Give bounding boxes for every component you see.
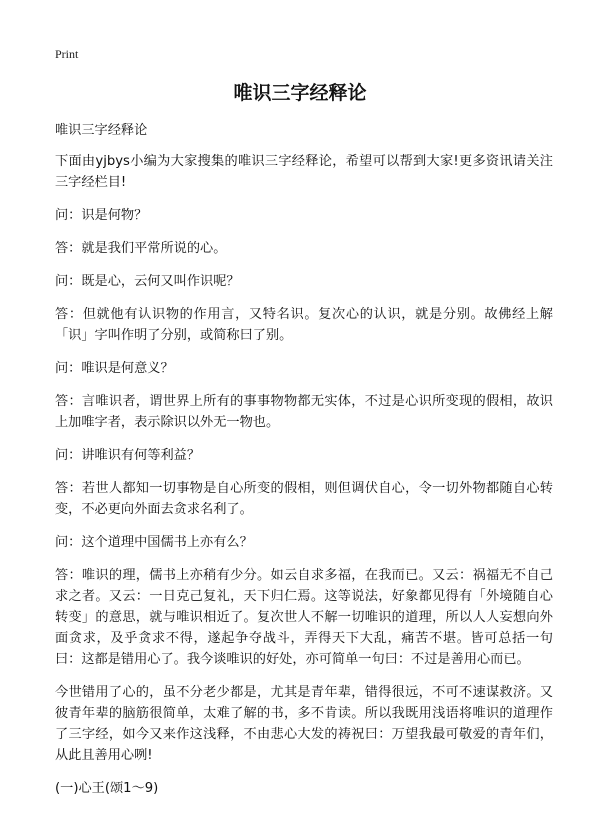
paragraph-question: 问：既是心，云何又叫作识呢？ bbox=[55, 274, 240, 289]
paragraph-question: 问：这个道理中国儒书上亦有么？ bbox=[55, 535, 253, 550]
print-link[interactable]: Print bbox=[55, 47, 79, 61]
paragraph-question: 问：讲唯识有何等利益？ bbox=[55, 448, 201, 463]
paragraph-question: 问：唯识是何意义？ bbox=[55, 361, 174, 376]
paragraph-body: 今世错用了心的，虽不分老少都是，尤其是青年辈，错得很远，不可不速谋救济。又彼青年辈的脑筋很简单，太难了解的书，多不肯读。所以我既用浅语将唯识的道理作了三字经，如今又来作这浅释，不由悲心大发的祷祝曰：万望我最可敬爱的青年们，从此且善用心咧! bbox=[55, 685, 553, 763]
paragraph-question: 问：识是何物？ bbox=[55, 208, 148, 223]
section-heading: (一)心王(颂1～9) bbox=[55, 781, 159, 796]
paragraph-answer: 答：若世人都知一切事物是自心所变的假相，则但调伏自心，令一切外物都随自心转变，不必更向外面去贪求名利了。 bbox=[55, 481, 553, 517]
paragraph-answer: 答：言唯识者，谓世界上所有的事事物物都无实体，不过是心识所变现的假相，故识上加唯字者，表示除识以外无一物也。 bbox=[55, 394, 553, 430]
paragraph-subtitle: 唯识三字经释论 bbox=[55, 123, 148, 138]
paragraph-intro: 下面由yjbys小编为大家搜集的唯识三字经释论，希望可以帮到大家!更多资讯请关注三字经栏目! bbox=[55, 154, 553, 190]
document-body bbox=[55, 120, 553, 808]
paragraph-answer: 答：就是我们平常所说的心。 bbox=[55, 241, 227, 256]
paragraph-answer: 答：但就他有认识物的作用言，又特名识。复次心的认识，就是分别。故佛经上解「识」字叫作明了分别，或简称曰了别。 bbox=[55, 307, 553, 343]
page-title: 唯识三字经释论 bbox=[233, 82, 367, 104]
paragraph-answer: 答：唯识的理，儒书上亦稍有少分。如云自求多福，在我而已。又云：祸福无不自己求之者。又云：一日克己复礼，天下归仁焉。这等说法，好象都见得有「外境随自心转变」的意思，就与唯识相近了。复次世人不解一切唯识的道理，所以人人妄想向外面贪求，及乎贪求不得，遂起争夺战斗，弄得天下大乱，痛苦不堪。皆可总括一句曰：这都是错用心了。我今谈唯识的好处，亦可简单一句曰：不过是善用心而已。 bbox=[55, 568, 553, 667]
